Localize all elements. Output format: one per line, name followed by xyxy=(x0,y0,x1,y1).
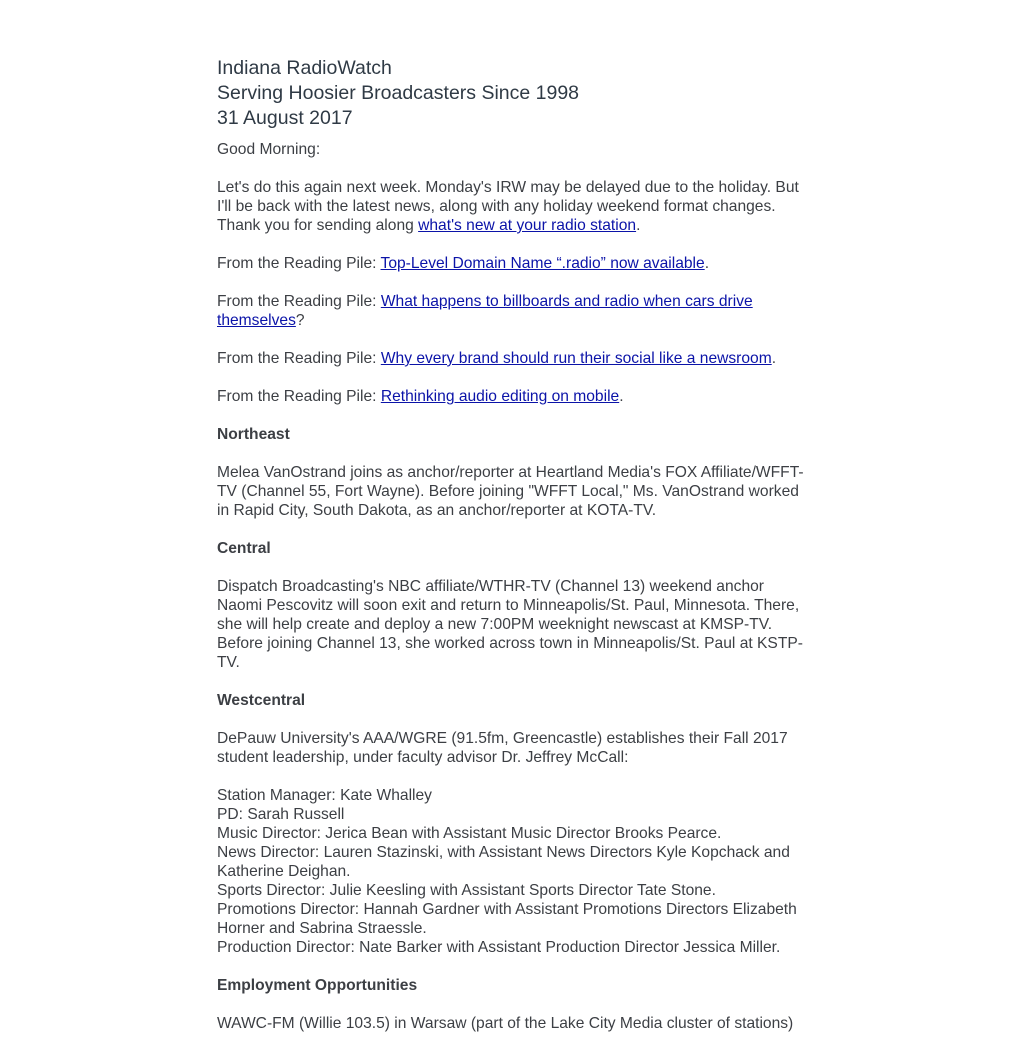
newsletter-date: 31 August 2017 xyxy=(217,107,353,129)
roster-line: Music Director: Jerica Bean with Assistant Music Director Brooks Pearce. xyxy=(217,825,722,842)
newsletter-header xyxy=(217,56,812,131)
reading-pile-link-audio-editing[interactable]: Rethinking audio editing on mobile xyxy=(380,388,620,405)
newsletter-title: Indiana RadioWatch xyxy=(217,57,392,79)
reading-pile-item: From the Reading Pile: Why every brand should run their social like a newsroom. xyxy=(217,350,777,367)
reading-pile-item: From the Reading Pile: What happens to billboards and radio when cars drive themselves? xyxy=(217,293,753,329)
section-heading-employment: Employment Opportunities xyxy=(217,977,418,994)
northeast-paragraph: Melea VanOstrand joins as anchor/reporter at Heartland Media's FOX Affiliate/WFFT-TV (Channel 55, Fort Wayne). Before joining "WFFT Local," Ms. VanOstrand worked in Rapid City, South Dakota, as an anchor/reporter at KOTA-TV. xyxy=(217,464,804,519)
reading-pile-link-newsroom[interactable]: Why every brand should run their social like a newsroom xyxy=(380,350,772,367)
section-heading-northeast: Northeast xyxy=(217,426,290,443)
roster-line: Sports Director: Julie Keesling with Assistant Sports Director Tate Stone. xyxy=(217,882,716,899)
newsletter-tagline: Serving Hoosier Broadcasters Since 1998 xyxy=(217,82,580,104)
reading-pile-item: From the Reading Pile: Rethinking audio editing on mobile. xyxy=(217,388,624,405)
whats-new-link[interactable]: what's new at your radio station xyxy=(418,217,637,234)
section-heading-central: Central xyxy=(217,540,271,557)
staff-roster xyxy=(217,786,812,957)
roster-line: Station Manager: Kate Whalley xyxy=(217,787,432,804)
roster-line: Production Director: Nate Barker with Assistant Production Director Jessica Miller. xyxy=(217,939,781,956)
intro-paragraph: Let's do this again next week. Monday's IRW may be delayed due to the holiday. But I'll be back with the latest news, along with any holiday weekend format changes. Thank you for sending along what's new at your radio station. xyxy=(217,179,799,234)
roster-line: PD: Sarah Russell xyxy=(217,806,345,823)
reading-pile-link-billboards[interactable]: What happens to billboards and radio when cars drive themselves xyxy=(217,293,753,329)
section-heading-westcentral: Westcentral xyxy=(217,692,306,709)
newsletter-body xyxy=(217,56,812,1052)
employment-paragraph: WAWC-FM (Willie 103.5) in Warsaw (part of the Lake City Media cluster of stations) xyxy=(217,1015,794,1032)
westcentral-paragraph: DePauw University's AAA/WGRE (91.5fm, Greencastle) establishes their Fall 2017 student leadership, under faculty advisor Dr. Jeffrey McCall: xyxy=(217,730,788,766)
reading-pile-item: From the Reading Pile: Top-Level Domain Name “.radio” now available. xyxy=(217,255,710,272)
roster-line: Promotions Director: Hannah Gardner with Assistant Promotions Directors Elizabeth Horner and Sabrina Straessle. xyxy=(217,901,797,937)
central-paragraph: Dispatch Broadcasting's NBC affiliate/WTHR-TV (Channel 13) weekend anchor Naomi Pescovitz will soon exit and return to Minneapolis/St. Paul, Minnesota. There, she will help create and deploy a new 7:00PM weeknight newscast at KMSP-TV. Before joining Channel 13, she worked across town in Minneapolis/St. Paul at KSTP-TV. xyxy=(217,578,803,671)
roster-line: News Director: Lauren Stazinski, with Assistant News Directors Kyle Kopchack and Katherine Deighan. xyxy=(217,844,790,880)
reading-pile-link-radio-domain[interactable]: Top-Level Domain Name “.radio” now available xyxy=(380,255,705,272)
greeting: Good Morning: xyxy=(217,141,321,158)
